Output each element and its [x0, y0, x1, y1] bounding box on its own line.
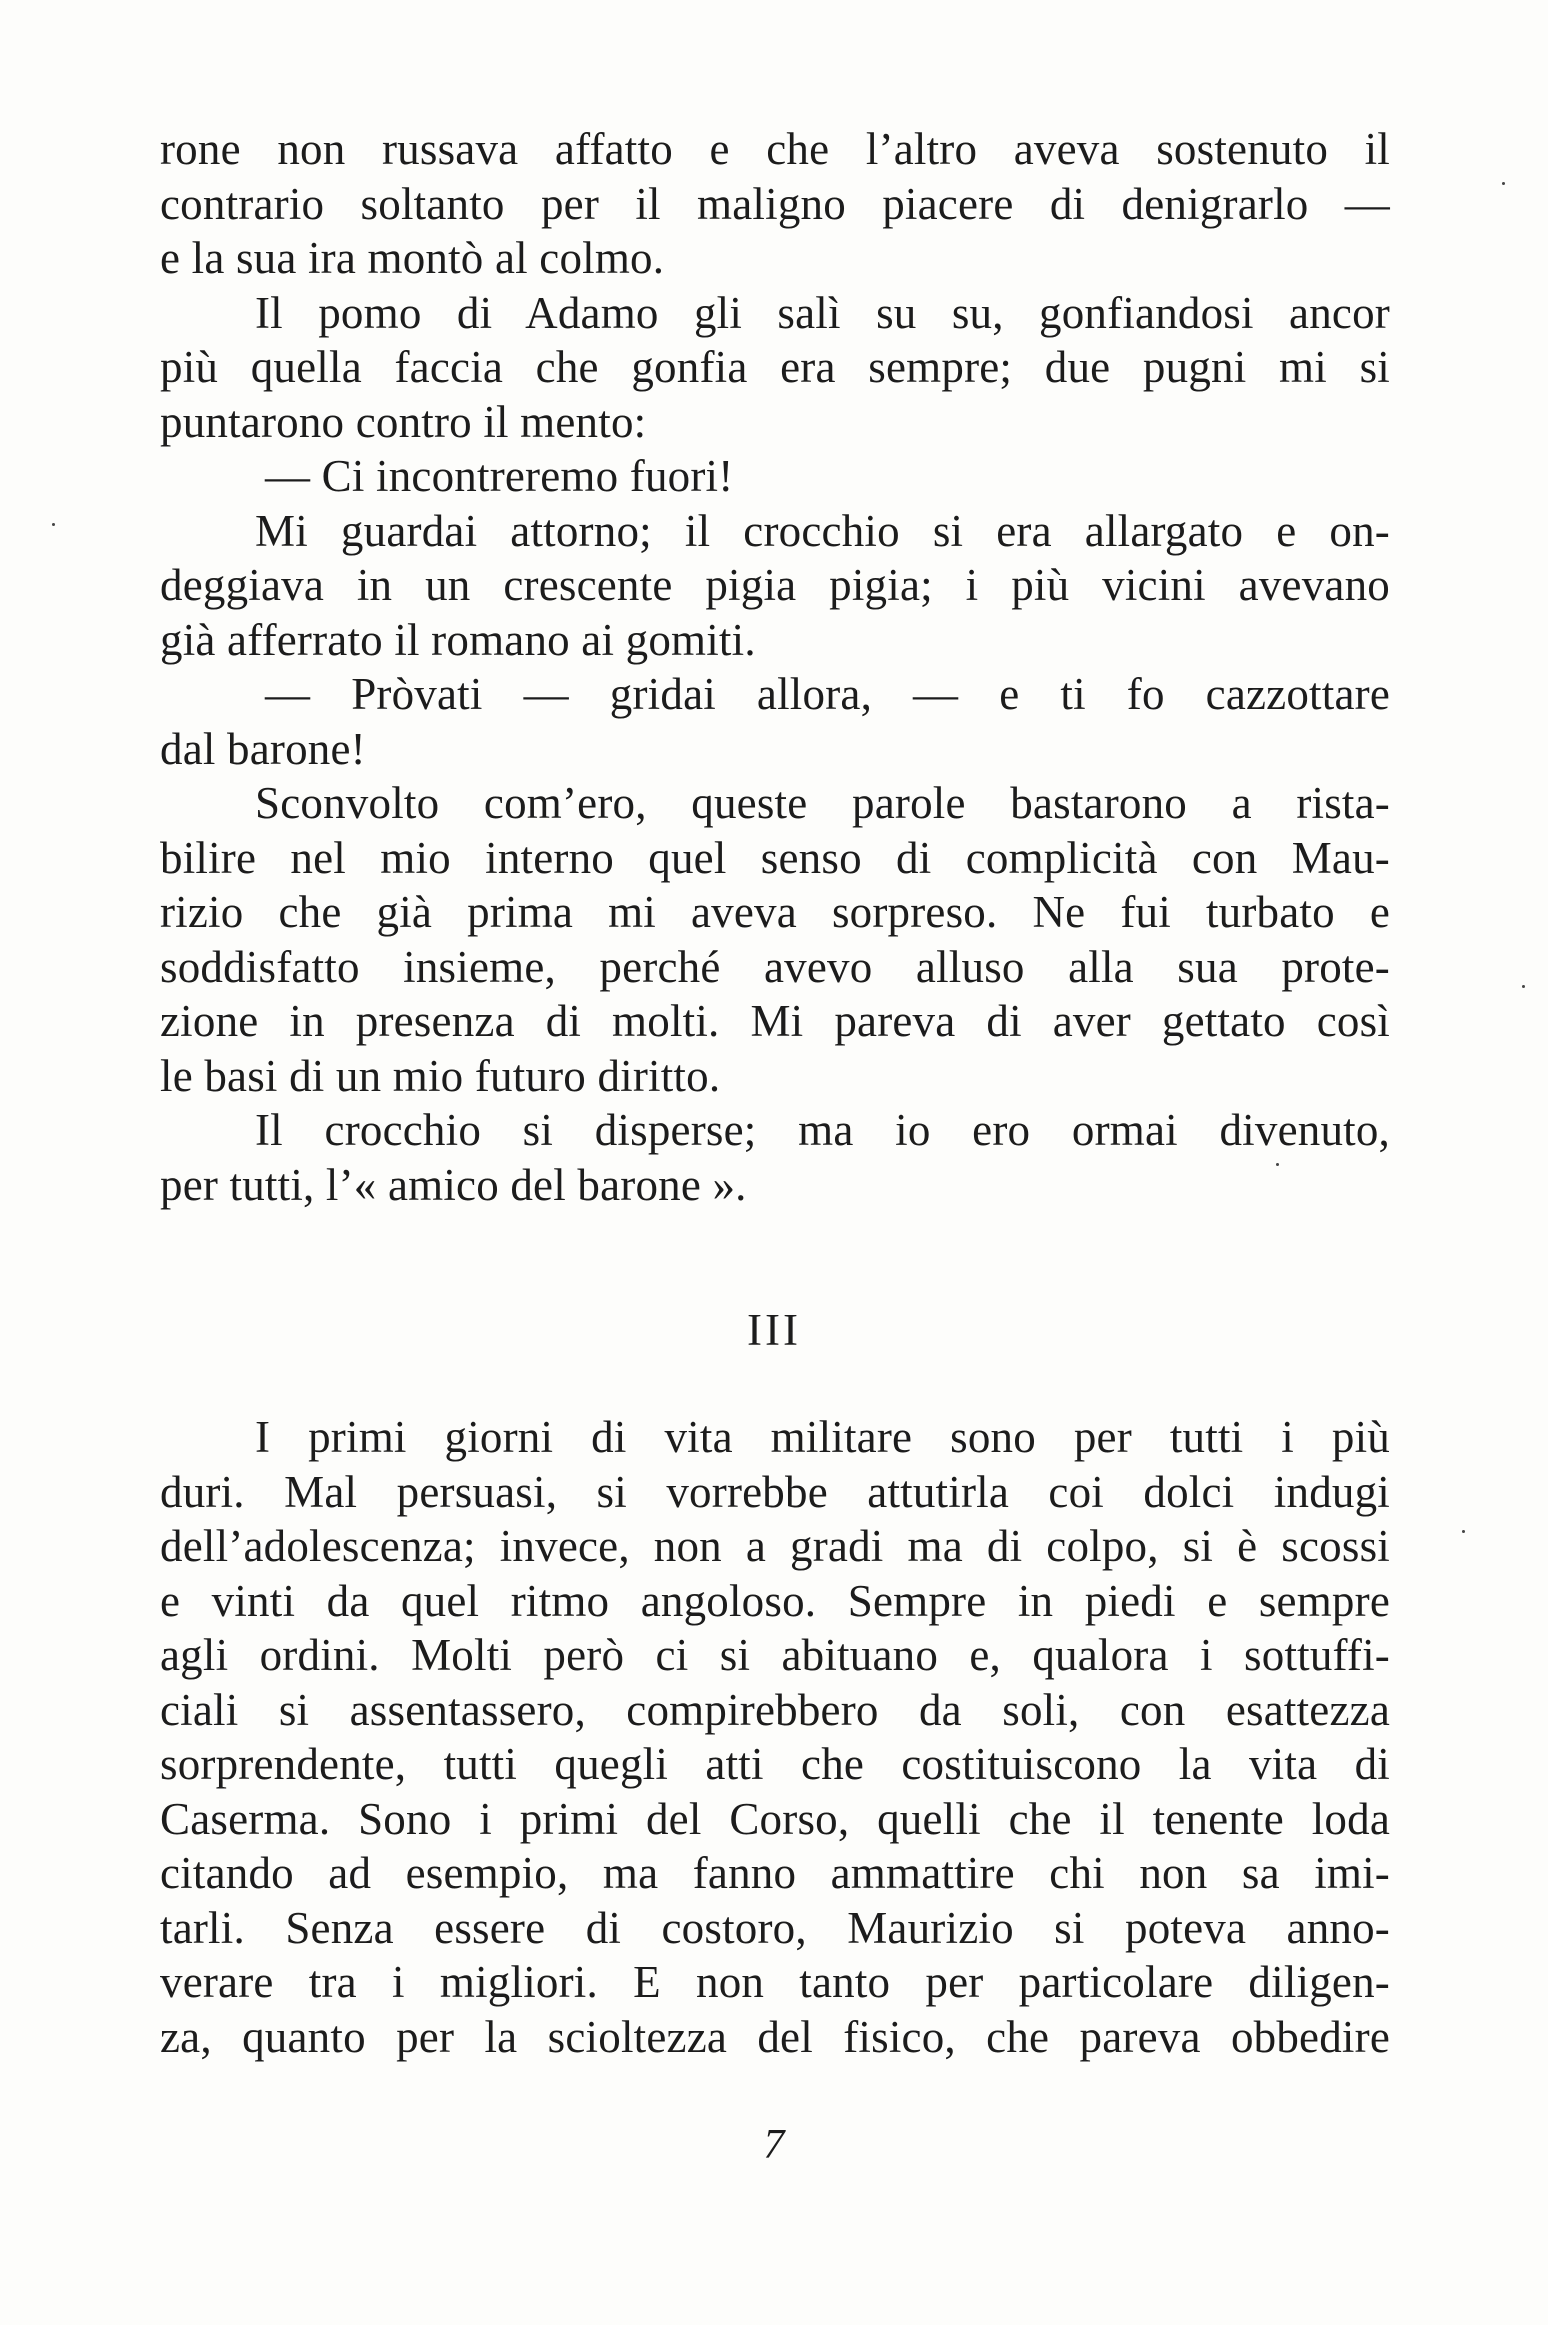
text-line: — Ci incontreremo fuori!: [265, 451, 734, 501]
text-line: dal barone!: [160, 723, 366, 774]
text-line: sorprendente, tutti quegli atti che costituiscono la vita di: [160, 1739, 1390, 1789]
text-line: rone non russava affatto e che l’altro aveva sostenuto il: [160, 124, 1390, 174]
scan-speck: [52, 523, 55, 526]
text-line: tarli. Senza essere di costoro, Maurizio si poteva anno-: [160, 1902, 1390, 1953]
text-line: citando ad esempio, ma fanno ammattire chi non sa imi-: [160, 1848, 1390, 1898]
text-line: zione in presenza di molti. Mi pareva di aver gettato così: [160, 996, 1390, 1046]
text-line: agli ordini. Molti però ci si abituano e, qualora i sottuffi-: [160, 1630, 1390, 1680]
text-line: soddisfatto insieme, perché avevo alluso alla sua prote-: [160, 941, 1390, 992]
text-line: e la sua ira montò al colmo.: [160, 233, 665, 283]
text-line: Il pomo di Adamo gli salì su su, gonfiandosi ancor: [255, 287, 1390, 338]
scan-speck: [1522, 985, 1525, 988]
text-line: e vinti da quel ritmo angoloso. Sempre in piedi e sempre: [160, 1575, 1390, 1626]
chapter-heading: III: [747, 1305, 801, 1355]
text-line: contrario soltanto per il maligno piacere di denigrarlo —: [160, 178, 1390, 229]
text-line: duri. Mal persuasi, si vorrebbe attutirla coi dolci indugi: [160, 1466, 1390, 1517]
text-line: deggiava in un crescente pigia pigia; i più vicini avevano: [160, 560, 1390, 610]
text-line: Il crocchio si disperse; ma io ero ormai divenuto,: [255, 1105, 1390, 1155]
text-line: per tutti, l’« amico del barone ».: [160, 1159, 747, 1210]
text-line: Sconvolto com’ero, queste parole bastarono a rista-: [255, 778, 1390, 828]
text-line: Caserma. Sono i primi del Corso, quelli che il tenente loda: [160, 1793, 1390, 1844]
text-line: puntarono contro il mento:: [160, 396, 647, 447]
text-line: Mi guardai attorno; il crocchio si era allargato e on-: [255, 505, 1390, 556]
scan-speck: [1276, 1163, 1279, 1166]
text-line: verare tra i migliori. E non tanto per particolare diligen-: [160, 1957, 1390, 2007]
scan-speck: [1462, 1530, 1465, 1533]
text-line: za, quanto per la scioltezza del fisico, che pareva obbedire: [160, 2011, 1390, 2062]
text-line: già afferrato il romano ai gomiti.: [160, 614, 756, 665]
page-number: 7: [763, 2122, 785, 2168]
scan-speck: [1502, 182, 1505, 185]
text-line: — Pròvati — gridai allora, — e ti fo cazzottare: [265, 669, 1390, 719]
text-line: ciali si assentassero, compirebbero da soli, con esattezza: [160, 1684, 1390, 1735]
text-line: le basi di un mio futuro diritto.: [160, 1050, 721, 1101]
text-line: I primi giorni di vita militare sono per tutti i più: [255, 1412, 1390, 1462]
text-line: dell’adolescenza; invece, non a gradi ma di colpo, si è scossi: [160, 1521, 1390, 1571]
text-line: bilire nel mio interno quel senso di complicità con Mau-: [160, 832, 1390, 883]
text-line: più quella faccia che gonfia era sempre; due pugni mi si: [160, 342, 1390, 392]
text-line: rizio che già prima mi aveva sorpreso. Ne fui turbato e: [160, 887, 1390, 937]
